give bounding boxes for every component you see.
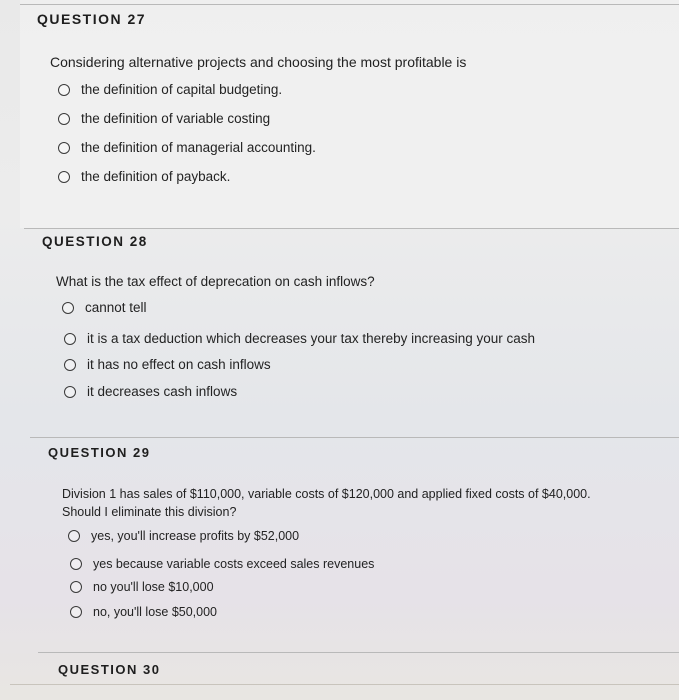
question-29-header: QUESTION 29 xyxy=(48,445,151,460)
option-label: the definition of managerial accounting. xyxy=(81,140,316,155)
question-27-option-3[interactable] xyxy=(58,140,316,155)
option-label: yes because variable costs exceed sales revenues xyxy=(93,557,375,571)
question-27-divider xyxy=(20,4,679,5)
radio-button[interactable] xyxy=(64,359,76,371)
question-30-header: QUESTION 30 xyxy=(58,662,161,677)
option-label: the definition of payback. xyxy=(81,169,231,184)
option-label: no, you'll lose $50,000 xyxy=(93,605,218,619)
question-29-prompt-line-2: Should I eliminate this division? xyxy=(62,505,237,519)
radio-button[interactable] xyxy=(58,113,70,125)
radio-button[interactable] xyxy=(58,84,70,96)
question-28-divider xyxy=(24,228,679,229)
radio-button[interactable] xyxy=(64,386,76,398)
question-27-option-4[interactable] xyxy=(58,169,230,184)
question-28-option-3[interactable] xyxy=(64,357,271,372)
radio-button[interactable] xyxy=(64,333,76,345)
question-28-option-2[interactable] xyxy=(64,331,535,346)
question-29-option-4[interactable] xyxy=(70,605,217,619)
question-29-option-2[interactable] xyxy=(70,557,374,571)
option-label: the definition of variable costing xyxy=(81,111,271,126)
question-28-option-4[interactable] xyxy=(64,384,237,399)
option-label: it is a tax deduction which decreases your tax thereby increasing your cash xyxy=(87,331,535,346)
option-label: no you'll lose $10,000 xyxy=(93,580,214,594)
question-27-header: QUESTION 27 xyxy=(37,11,147,27)
radio-button[interactable] xyxy=(58,142,70,154)
question-30-divider xyxy=(38,652,679,653)
radio-button[interactable] xyxy=(62,302,74,314)
option-label: cannot tell xyxy=(85,300,147,315)
question-28-header: QUESTION 28 xyxy=(42,234,148,249)
question-29-divider xyxy=(30,437,679,438)
question-29-option-1[interactable] xyxy=(68,529,299,543)
question-27-prompt: Considering alternative projects and choosing the most profitable is xyxy=(50,54,467,70)
option-label: it has no effect on cash inflows xyxy=(87,357,271,372)
question-28-option-1[interactable] xyxy=(62,300,147,315)
question-30-bottom-divider xyxy=(10,684,679,685)
question-28-prompt: What is the tax effect of deprecation on cash inflows? xyxy=(56,274,375,289)
option-label: the definition of capital budgeting. xyxy=(81,82,283,97)
option-label: it decreases cash inflows xyxy=(87,384,238,399)
question-29-prompt-line-1: Division 1 has sales of $110,000, variable costs of $120,000 and applied fixed costs of $40,000. xyxy=(62,487,591,501)
question-29-option-3[interactable] xyxy=(70,580,214,594)
radio-button[interactable] xyxy=(68,530,80,542)
question-27-option-1[interactable] xyxy=(58,82,282,97)
radio-button[interactable] xyxy=(58,171,70,183)
radio-button[interactable] xyxy=(70,581,82,593)
option-label: yes, you'll increase profits by $52,000 xyxy=(91,529,300,543)
radio-button[interactable] xyxy=(70,606,82,618)
radio-button[interactable] xyxy=(70,558,82,570)
question-27-option-2[interactable] xyxy=(58,111,270,126)
